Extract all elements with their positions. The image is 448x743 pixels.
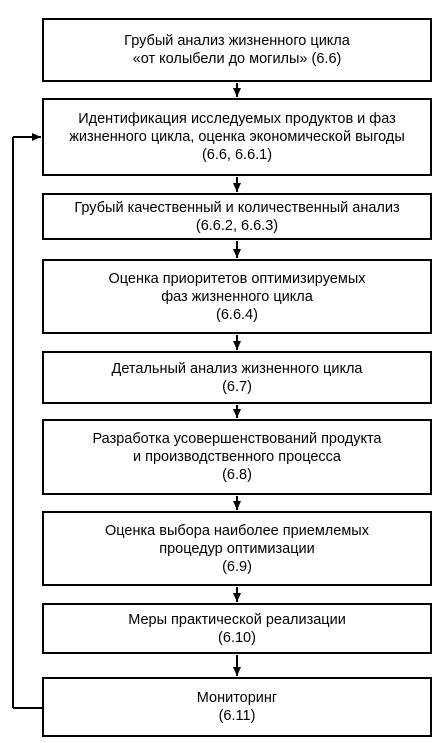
step-text: (6.8) <box>222 467 252 483</box>
step-text: жизненного цикла, оценка экономической выгоды <box>69 129 405 145</box>
step-text: (6.6.4) <box>216 306 258 323</box>
step-text: и производственного процесса <box>133 449 341 465</box>
step-box-5 <box>42 351 432 404</box>
step-box-1 <box>42 18 432 82</box>
step-text: фаз жизненного цикла <box>161 288 313 305</box>
step-box-4 <box>42 259 432 334</box>
step-text: Разработка усовершенствований продукта <box>92 431 382 447</box>
step-text: процедур оптимизации <box>159 540 315 557</box>
step-text: Мониторинг <box>196 690 278 706</box>
step-text: Оценка выбора наиболее приемлемых <box>105 522 369 539</box>
step-text: «от колыбели до могилы» (6.6) <box>132 51 342 67</box>
step-text: (6.6, 6.6.1) <box>201 147 273 163</box>
step-text: (6.9) <box>222 558 252 575</box>
step-box-6 <box>42 419 432 495</box>
step-text: Идентификация исследуемых продуктов и фаз <box>78 111 396 127</box>
step-box-2 <box>42 98 432 176</box>
step-box-9 <box>42 677 432 737</box>
step-box-8 <box>42 603 432 654</box>
step-text: Грубый качественный и количественный анализ <box>74 199 400 216</box>
step-text: Грубый анализ жизненного цикла <box>124 33 350 49</box>
step-text: (6.11) <box>218 708 256 724</box>
step-box-3 <box>42 193 432 240</box>
step-text: (6.6.2, 6.6.3) <box>195 217 279 234</box>
step-text: (6.7) <box>222 378 252 395</box>
step-text: Детальный анализ жизненного цикла <box>111 360 363 377</box>
step-text: (6.10) <box>218 629 256 646</box>
step-box-7 <box>42 511 432 586</box>
step-text: Меры практической реализации <box>128 611 346 628</box>
step-text: Оценка приоритетов оптимизируемых <box>108 270 366 287</box>
